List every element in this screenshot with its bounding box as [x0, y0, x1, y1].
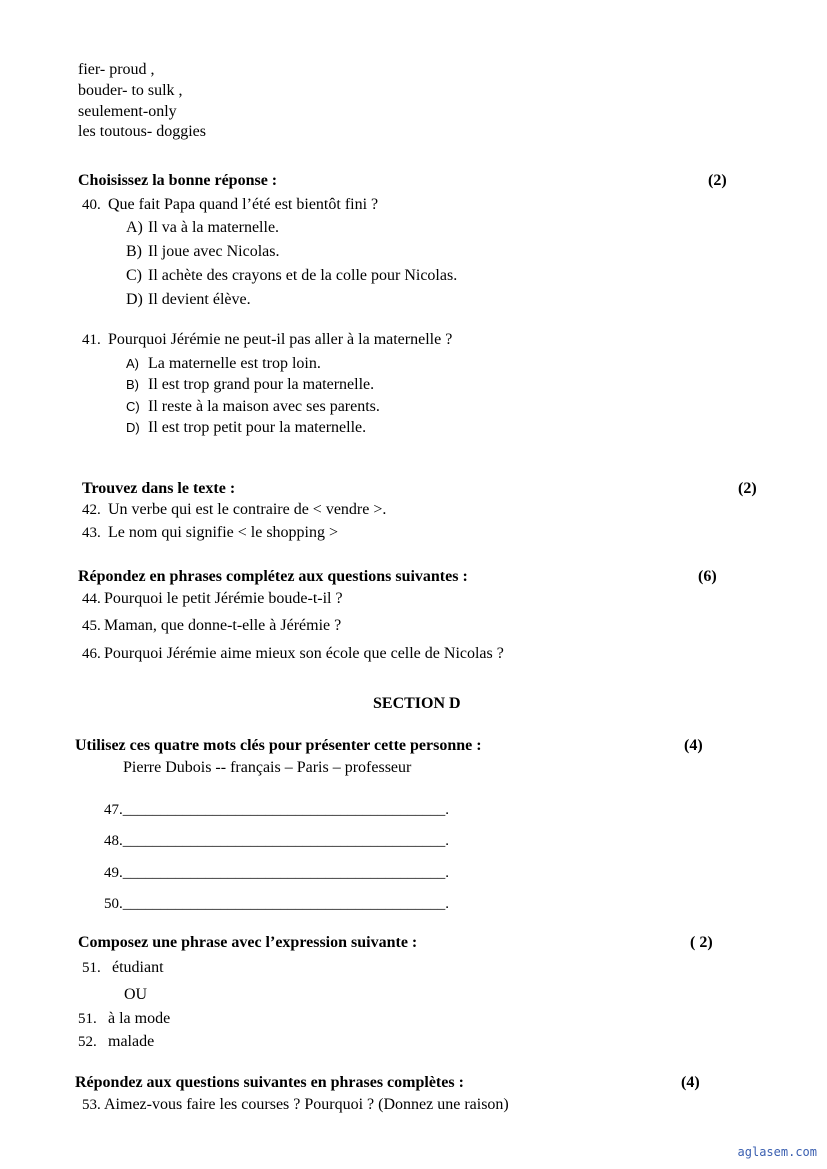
question-text: Pourquoi Jérémie ne peut-il pas aller à la maternelle ?	[108, 331, 453, 348]
option-a	[126, 218, 279, 238]
or-text: OU	[124, 986, 148, 1003]
option-text: Il va à la maternelle.	[148, 219, 280, 236]
question-46	[82, 644, 504, 664]
question-51a	[82, 958, 164, 978]
option-text: La maternelle est trop loin.	[148, 355, 321, 372]
answer-line-48: 48.___________________________________________.	[104, 833, 449, 849]
question-40	[82, 195, 378, 215]
question-number: 45.	[82, 618, 101, 634]
option-letter: D)	[126, 420, 140, 435]
option-text: Il achète des crayons et de la colle pour Nicolas.	[148, 267, 458, 284]
section-title-answer: Répondez en phrases complétez aux questions suivantes :	[78, 568, 468, 585]
option-text: Il est trop petit pour la maternelle.	[148, 419, 367, 436]
question-53	[82, 1095, 509, 1115]
question-number: 42.	[82, 502, 101, 518]
keywords-line: Pierre Dubois -- français – Paris – professeur	[123, 759, 412, 776]
option-c	[126, 397, 380, 417]
option-text: Il joue avec Nicolas.	[148, 243, 280, 260]
option-b	[126, 375, 374, 395]
section-title-choose: Choisissez la bonne réponse :	[78, 172, 278, 189]
question-45	[82, 616, 341, 636]
question-number: 46.	[82, 646, 101, 662]
option-d	[126, 418, 366, 438]
question-text: Aimez-vous faire les courses ? Pourquoi ? (Donnez une raison)	[104, 1096, 509, 1113]
marks-keywords: (4)	[684, 737, 703, 754]
question-number: 44.	[82, 591, 101, 607]
section-title-keywords: Utilisez ces quatre mots clés pour présenter cette personne :	[75, 737, 482, 754]
option-letter: B)	[126, 377, 139, 392]
question-text: Un verbe qui est le contraire de < vendre >.	[108, 501, 387, 518]
watermark: aglasem.com	[737, 1145, 817, 1159]
question-text: malade	[108, 1033, 155, 1050]
marks-final: (4)	[681, 1074, 700, 1091]
marks-compose: ( 2)	[690, 934, 713, 951]
answer-line-50: 50.___________________________________________.	[104, 896, 449, 912]
question-text: à la mode	[108, 1010, 171, 1027]
option-letter: B)	[126, 243, 142, 260]
section-title-compose: Composez une phrase avec l’expression suivante :	[78, 934, 418, 951]
question-number: 51.	[78, 1011, 97, 1027]
question-text: Le nom qui signifie < le shopping >	[108, 524, 339, 541]
option-a	[126, 354, 321, 374]
question-text: étudiant	[112, 959, 164, 976]
question-text: Que fait Papa quand l’été est bientôt fini ?	[108, 196, 379, 213]
marks-choose: (2)	[708, 172, 727, 189]
question-text: Maman, que donne-t-elle à Jérémie ?	[104, 617, 342, 634]
vocab-item: les toutous- doggies	[78, 123, 206, 140]
question-42	[82, 500, 386, 520]
marks-answer: (6)	[698, 568, 717, 585]
question-text: Pourquoi Jérémie aime mieux son école que celle de Nicolas ?	[104, 645, 504, 662]
option-b	[126, 242, 280, 262]
question-number: 41.	[82, 332, 101, 348]
option-letter: D)	[126, 291, 143, 308]
question-number: 53.	[82, 1097, 101, 1113]
section-d-heading: SECTION D	[373, 695, 461, 712]
question-43	[82, 523, 338, 543]
option-letter: C)	[126, 267, 142, 284]
option-text: Il reste à la maison avec ses parents.	[148, 398, 380, 415]
vocab-item: bouder- to sulk ,	[78, 82, 183, 99]
option-d	[126, 290, 251, 310]
option-letter: A)	[126, 219, 143, 236]
question-text: Pourquoi le petit Jérémie boude-t-il ?	[104, 590, 343, 607]
option-letter: C)	[126, 399, 140, 414]
marks-find: (2)	[738, 480, 757, 497]
option-text: Il est trop grand pour la maternelle.	[148, 376, 375, 393]
question-number: 52.	[78, 1034, 97, 1050]
vocab-item: seulement-only	[78, 103, 177, 120]
option-text: Il devient élève.	[148, 291, 251, 308]
option-c	[126, 266, 457, 286]
section-title-final: Répondez aux questions suivantes en phrases complètes :	[75, 1074, 464, 1091]
vocab-item: fier- proud ,	[78, 61, 155, 78]
question-51b	[78, 1009, 170, 1029]
question-44	[82, 589, 343, 609]
answer-line-49: 49.___________________________________________.	[104, 865, 449, 881]
question-41	[82, 330, 452, 350]
question-52	[78, 1032, 154, 1052]
answer-line-47: 47.___________________________________________.	[104, 802, 449, 818]
option-letter: A)	[126, 356, 139, 371]
question-number: 43.	[82, 525, 101, 541]
section-title-find: Trouvez dans le texte :	[82, 480, 236, 497]
question-number: 51.	[82, 960, 101, 976]
question-number: 40.	[82, 197, 101, 213]
